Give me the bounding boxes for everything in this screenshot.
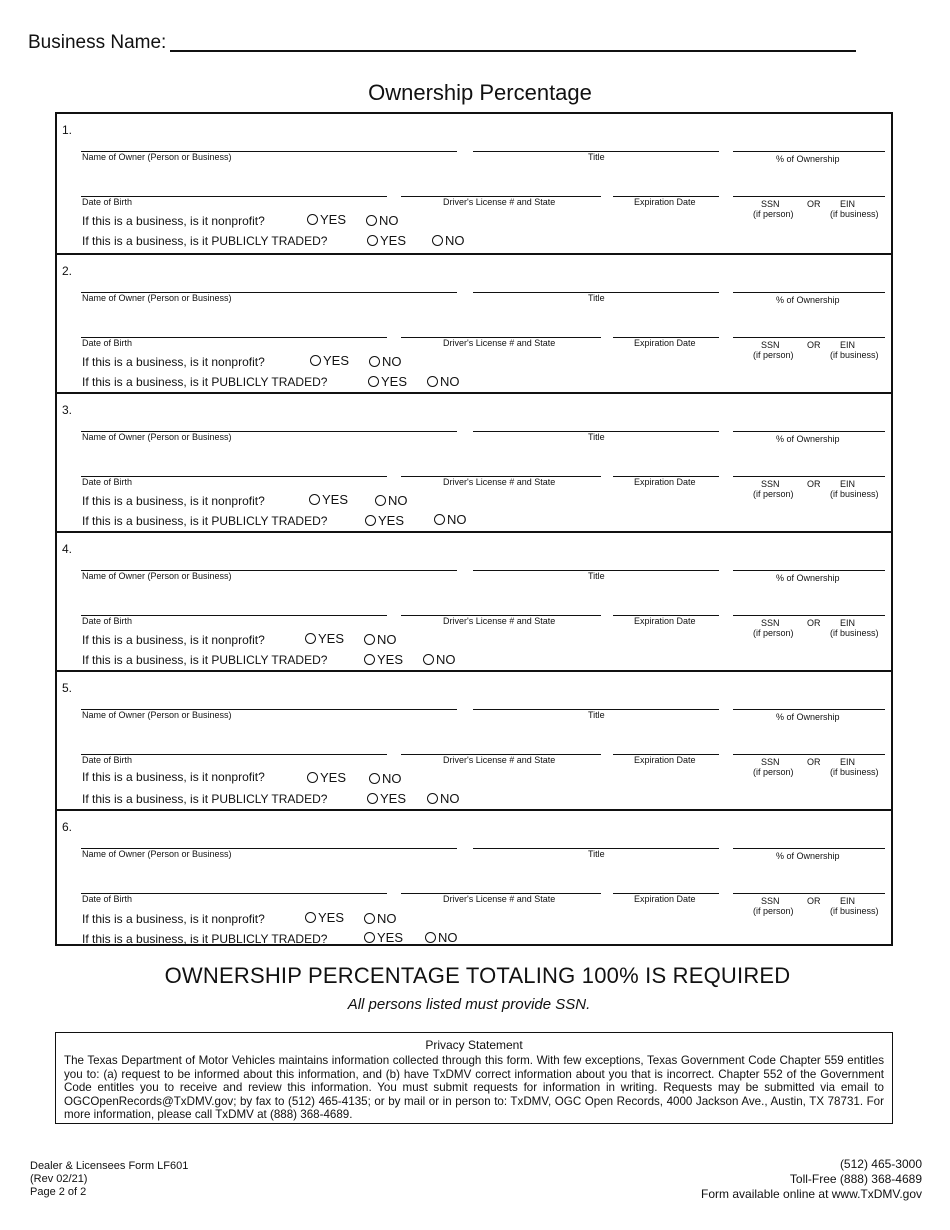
phone-number: (512) 465-3000 [839, 1157, 922, 1171]
owner-section-2 [57, 253, 891, 392]
license-caption: Driver's License # and State [443, 338, 556, 348]
title-caption: Title [588, 293, 605, 303]
or-caption: OR [807, 340, 821, 350]
if-person-caption: (if person) [753, 767, 794, 777]
ownership-required-notice: OWNERSHIP PERCENTAGE TOTALING 100% IS REQUIRED [164, 963, 791, 988]
traded-yes-radio[interactable]: YES [364, 930, 403, 945]
or-caption: OR [807, 199, 821, 209]
expiration-caption: Expiration Date [634, 477, 696, 487]
dob-caption: Date of Birth [82, 197, 133, 207]
radio-circle-icon [427, 376, 438, 387]
traded-no-radio[interactable]: NO [425, 930, 458, 945]
expiration-caption: Expiration Date [634, 338, 696, 348]
nonprofit-no-radio[interactable]: NO [364, 911, 397, 926]
if-person-caption: (if person) [753, 489, 794, 499]
license-caption: Driver's License # and State [443, 616, 556, 626]
nonprofit-question: If this is a business, is it nonprofit? [82, 355, 265, 369]
traded-yes-radio[interactable]: YES [367, 791, 406, 806]
or-caption: OR [807, 479, 821, 489]
traded-no-radio[interactable]: NO [432, 233, 465, 248]
page-number: Page 2 of 2 [30, 1186, 87, 1198]
form-revision: (Rev 02/21) [30, 1173, 88, 1185]
nonprofit-no-radio[interactable]: NO [375, 493, 408, 508]
radio-circle-icon [364, 654, 375, 665]
expiration-caption: Expiration Date [634, 616, 696, 626]
nonprofit-question: If this is a business, is it nonprofit? [82, 494, 265, 508]
traded-yes-radio[interactable]: YES [368, 374, 407, 389]
or-caption: OR [807, 757, 821, 767]
owner-name-caption: Name of Owner (Person or Business) [82, 293, 232, 303]
license-caption: Driver's License # and State [443, 894, 556, 904]
license-caption: Driver's License # and State [443, 197, 556, 207]
traded-question: If this is a business, is it PUBLICLY TRADED? [82, 234, 328, 248]
traded-yes-radio[interactable]: YES [367, 233, 406, 248]
nonprofit-no-radio[interactable]: NO [366, 213, 399, 228]
radio-circle-icon [369, 356, 380, 367]
or-caption: OR [807, 618, 821, 628]
nonprofit-no-radio[interactable]: NO [369, 354, 402, 369]
ownership-caption: % of Ownership [776, 851, 840, 861]
dob-caption: Date of Birth [82, 755, 133, 765]
radio-circle-icon [368, 376, 379, 387]
radio-circle-icon [434, 514, 445, 525]
online-form-link[interactable]: Form available online at www.TxDMV.gov [701, 1187, 922, 1201]
ssn-caption: SSN [761, 479, 780, 489]
nonprofit-question: If this is a business, is it nonprofit? [82, 912, 265, 926]
dob-caption: Date of Birth [82, 477, 133, 487]
nonprofit-yes-radio[interactable]: YES [307, 770, 346, 785]
ein-caption: EIN [840, 199, 856, 209]
nonprofit-yes-radio[interactable]: YES [309, 492, 348, 507]
ssn-caption: SSN [761, 340, 780, 350]
traded-question: If this is a business, is it PUBLICLY TRADED? [82, 792, 328, 806]
nonprofit-yes-radio[interactable]: YES [305, 631, 344, 646]
radio-circle-icon [305, 912, 316, 923]
title-caption: Title [588, 152, 605, 162]
traded-yes-radio[interactable]: YES [364, 652, 403, 667]
owner-number: 1. [62, 123, 73, 137]
ein-caption: EIN [840, 896, 856, 906]
if-person-caption: (if person) [753, 350, 794, 360]
traded-no-radio[interactable]: NO [423, 652, 456, 667]
if-person-caption: (if person) [753, 906, 794, 916]
ssn-caption: SSN [761, 199, 780, 209]
nonprofit-question: If this is a business, is it nonprofit? [82, 214, 265, 228]
owner-section-4 [57, 531, 891, 670]
ownership-percent-field[interactable] [733, 848, 885, 849]
owner-name-caption: Name of Owner (Person or Business) [82, 432, 232, 442]
radio-circle-icon [369, 773, 380, 784]
ein-caption: EIN [840, 340, 856, 350]
dob-caption: Date of Birth [82, 616, 133, 626]
ownership-caption: % of Ownership [776, 573, 840, 583]
footer-right [701, 1157, 922, 1202]
if-business-caption: (if business) [830, 628, 879, 638]
page-title: Ownership Percentage [368, 80, 592, 105]
radio-circle-icon [307, 772, 318, 783]
owner-name-caption: Name of Owner (Person or Business) [82, 710, 232, 720]
traded-no-radio[interactable]: NO [434, 512, 467, 527]
radio-circle-icon [364, 913, 375, 924]
nonprofit-yes-radio[interactable]: YES [307, 212, 346, 227]
nonprofit-yes-radio[interactable]: YES [305, 910, 344, 925]
traded-no-radio[interactable]: NO [427, 374, 460, 389]
owner-section-3 [57, 392, 891, 531]
owners-table [55, 112, 893, 946]
title-caption: Title [588, 710, 605, 720]
ssn-ein-field[interactable] [733, 337, 885, 338]
owner-name-caption: Name of Owner (Person or Business) [82, 152, 232, 162]
ssn-ein-field[interactable] [733, 615, 885, 616]
ssn-note: All persons listed must provide SSN. [347, 996, 591, 1013]
radio-circle-icon [365, 515, 376, 526]
form-name: Dealer & Licensees Form LF601 [30, 1160, 189, 1172]
owner-section-5 [57, 670, 891, 809]
radio-circle-icon [367, 793, 378, 804]
radio-circle-icon [364, 932, 375, 943]
ownership-percent-field[interactable] [733, 292, 885, 293]
owner-name-caption: Name of Owner (Person or Business) [82, 571, 232, 581]
title-caption: Title [588, 571, 605, 581]
license-caption: Driver's License # and State [443, 477, 556, 487]
license-caption: Driver's License # and State [443, 755, 556, 765]
ownership-caption: % of Ownership [776, 295, 840, 305]
business-name-field[interactable] [170, 50, 856, 52]
expiration-caption: Expiration Date [634, 197, 696, 207]
title-caption: Title [588, 432, 605, 442]
nonprofit-question: If this is a business, is it nonprofit? [82, 633, 265, 647]
if-business-caption: (if business) [830, 767, 879, 777]
nonprofit-no-radio[interactable]: NO [364, 632, 397, 647]
traded-no-radio[interactable]: NO [427, 791, 460, 806]
owner-number: 4. [62, 542, 73, 556]
ssn-caption: SSN [761, 757, 780, 767]
radio-circle-icon [305, 633, 316, 644]
ssn-ein-field[interactable] [733, 893, 885, 894]
privacy-body: The Texas Department of Motor Vehicles maintains information collected through this form. With few exceptions, Texas Government Code Chapter 559 entitles you to: (a) request to be informed about this information, and (b) have TxDMV correct information about you that is incorrect. Chapter 552 of the Government Code entitles you to receive and review this information. You must submit requests for information in writing. Requests may be submitted via email to OGCOpenRecords@TxDMV.gov; by fax to (512) 465-4135; or by mail or in person to: TxDMV, OGC Open Records, 4000 Jackson Ave., Austin, TX 78731. For more information, please call TxDMV at (888) 368-4689. [64, 1054, 884, 1121]
ein-caption: EIN [840, 618, 856, 628]
ownership-percent-field[interactable] [733, 431, 885, 432]
ownership-caption: % of Ownership [776, 434, 840, 444]
nonprofit-yes-radio[interactable]: YES [310, 353, 349, 368]
radio-circle-icon [367, 235, 378, 246]
owner-number: 5. [62, 681, 73, 695]
if-person-caption: (if person) [753, 628, 794, 638]
owner-number: 6. [62, 820, 73, 834]
if-business-caption: (if business) [830, 209, 879, 219]
if-business-caption: (if business) [830, 906, 879, 916]
traded-question: If this is a business, is it PUBLICLY TRADED? [82, 375, 328, 389]
radio-circle-icon [423, 654, 434, 665]
ownership-caption: % of Ownership [776, 712, 840, 722]
if-business-caption: (if business) [830, 350, 879, 360]
ssn-caption: SSN [761, 618, 780, 628]
ownership-caption: % of Ownership [776, 154, 840, 164]
radio-circle-icon [427, 793, 438, 804]
title-caption: Title [588, 849, 605, 859]
owner-number: 3. [62, 403, 73, 417]
radio-circle-icon [425, 932, 436, 943]
owner-name-caption: Name of Owner (Person or Business) [82, 849, 232, 859]
nonprofit-question: If this is a business, is it nonprofit? [82, 770, 265, 784]
or-caption: OR [807, 896, 821, 906]
owner-section-1 [57, 114, 891, 253]
expiration-caption: Expiration Date [634, 894, 696, 904]
privacy-statement-box [55, 1032, 893, 1124]
if-person-caption: (if person) [753, 209, 794, 219]
radio-circle-icon [307, 214, 318, 225]
if-business-caption: (if business) [830, 489, 879, 499]
ssn-ein-field[interactable] [733, 196, 885, 197]
owner-number: 2. [62, 264, 73, 278]
ssn-ein-field[interactable] [733, 476, 885, 477]
business-name-label: Business Name: [28, 32, 167, 53]
traded-yes-radio[interactable]: YES [365, 513, 404, 528]
footer-left [30, 1160, 188, 1199]
owner-section-6 [57, 809, 891, 948]
dob-caption: Date of Birth [82, 338, 133, 348]
toll-free-number: Toll-Free (888) 368-4689 [789, 1172, 922, 1186]
ownership-percent-field[interactable] [733, 570, 885, 571]
traded-question: If this is a business, is it PUBLICLY TRADED? [82, 653, 328, 667]
traded-question: If this is a business, is it PUBLICLY TRADED? [82, 932, 328, 946]
radio-circle-icon [310, 355, 321, 366]
ein-caption: EIN [840, 479, 856, 489]
nonprofit-no-radio[interactable]: NO [369, 771, 402, 786]
dob-caption: Date of Birth [82, 894, 133, 904]
ssn-ein-field[interactable] [733, 754, 885, 755]
radio-circle-icon [309, 494, 320, 505]
radio-circle-icon [366, 215, 377, 226]
ssn-caption: SSN [761, 896, 780, 906]
expiration-caption: Expiration Date [634, 755, 696, 765]
traded-question: If this is a business, is it PUBLICLY TRADED? [82, 514, 328, 528]
ownership-percent-field[interactable] [733, 151, 885, 152]
privacy-title: Privacy Statement [425, 1038, 523, 1052]
ownership-percent-field[interactable] [733, 709, 885, 710]
ein-caption: EIN [840, 757, 856, 767]
radio-circle-icon [364, 634, 375, 645]
radio-circle-icon [375, 495, 386, 506]
radio-circle-icon [432, 235, 443, 246]
